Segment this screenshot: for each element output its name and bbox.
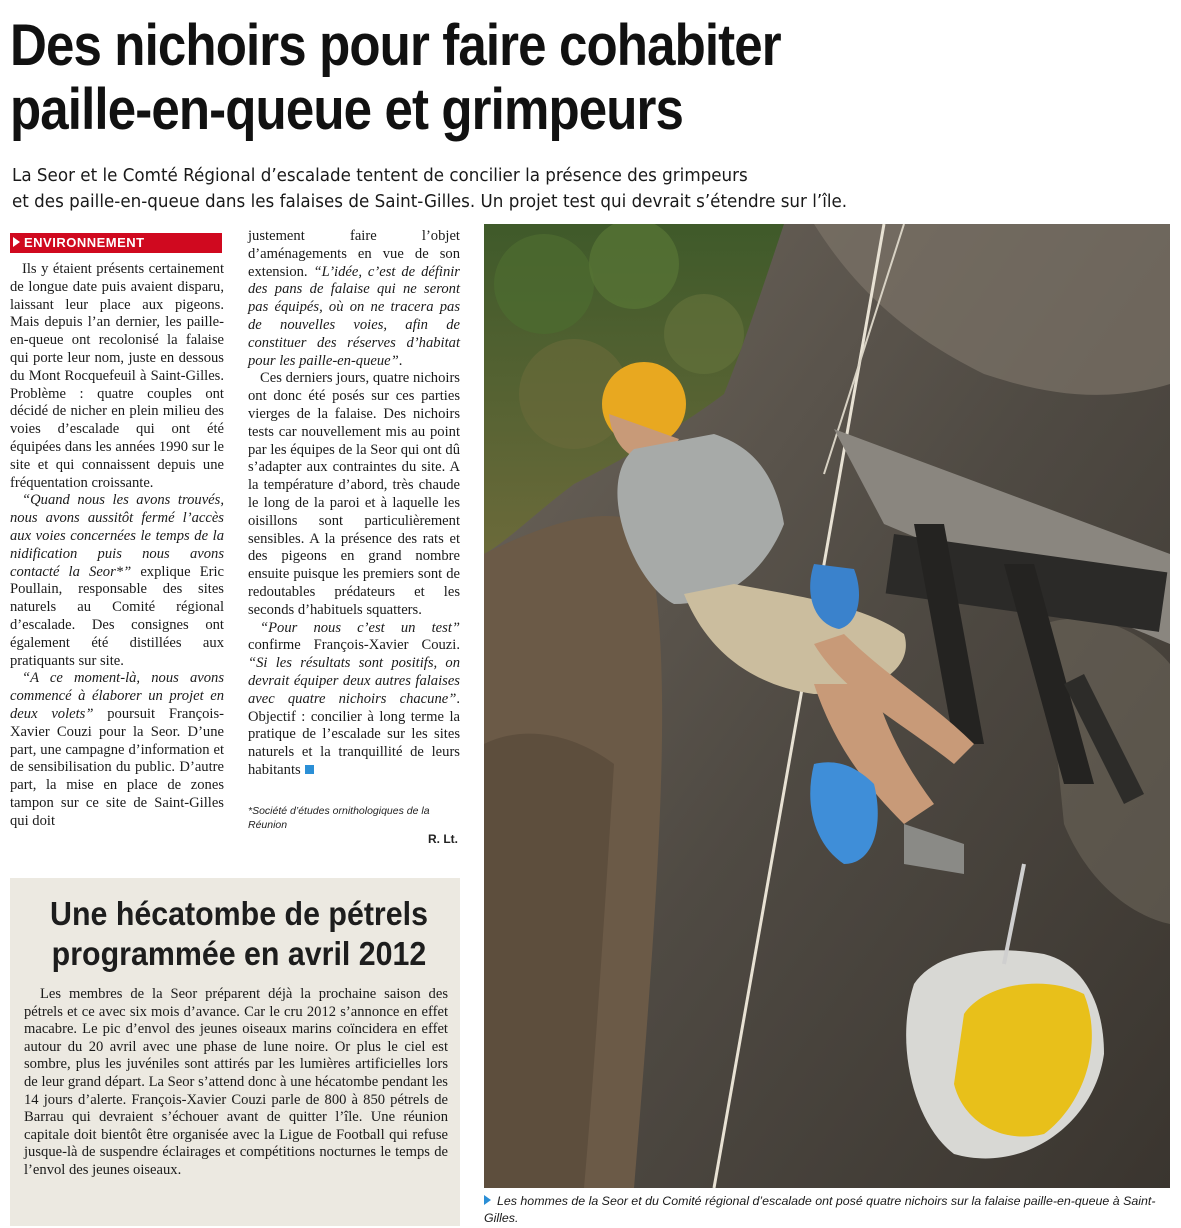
end-of-article-icon [305,765,314,774]
paragraph-text: . Objectif : concilier à long terme la pratique de l’escalade sur les sites naturels et la tranquillité de leurs habitants [248,690,460,778]
quote: “L’idée, c’est de définir des pans de falaise qui ne seront pas équipés, où on ne tracera pas de nouvelles voies, afin de constituer des réserves d’habitat pour les paille-en-queue” [248,263,460,369]
standfirst-line-1: La Seor et le Comté Régional d’escalade tentent de concilier la présence des grimpeurs [12,165,748,186]
article-paragraph [248,228,460,370]
article-paragraph [248,620,460,780]
quote: “Si les résultats sont positifs, on devrait équiper deux autres falaises avec quatre nichoirs chacune” [248,655,460,707]
section-label [10,233,222,253]
triangle-bullet-icon [13,237,20,247]
standfirst [12,163,1091,215]
sidebar-paragraph: Les membres de la Seor préparent déjà la prochaine saison des pétrels et ce avec six mois d’avance. Car le cru 2012 s’annonce en effet macabre. Le pic d’envol des jeunes oiseaux marins coïncidera en effet autour du 20 avril avec une phase de lune noire. Or plus le ciel est sombre, plus les juvéniles sont attirés par les lumières artificielles lors de leur grand départ. La Seor s’attend donc à une hécatombe pendant les 14 jours d’alerte. François-Xavier Couzi parle de 800 à 850 pétrels de Barrau qui devraient s’échouer avant de quitter l’île. Une réunion capitale doit bientôt être organisée avec la Ligue de Football qui refuse jusque-là de suspendre éclairages et compétitions nocturnes le temps de l’envol des jeunes oiseaux. [24,986,448,1178]
photo-caption [484,1193,1174,1227]
paragraph-text: justement faire l’objet d’aménagements en vue de son extension. [248,228,460,280]
climber-photo-illustration [484,224,1170,1188]
section-label-text: ENVIRONNEMENT [24,235,145,250]
article-column-1 [10,261,224,831]
author-signature: R. Lt. [428,832,458,846]
footnote: *Société d’études ornithologiques de la Réunion [248,805,430,831]
article-paragraph: Ils y étaient présents certainement de longue date puis avaient disparu, laissant leur place aux pigeons. Mais depuis l’an dernier, les paille-en-queue ont recolonisé la falaise qui porte leur nom, juste en dessous du Mont Rocquefeuil à Saint-Gilles. Problème : quatre couples ont décidé de nicher en plein milieu des voies d’escalade qui ont été équipées dans les années 1990 sur le site et qui connaissent depuis une fréquentation croissante. [10,261,224,491]
paragraph-text: poursuit François-Xavier Couzi pour la Seor. D’une part, une campagne d’information et de sensibilisation du public. D’autre part, la mise en place de zones tampon sur ce site de Saint-Gilles qui doit [10,705,224,829]
sidebar-title-line-2: programmée en avril 2012 [51,935,427,972]
quote: “A ce moment-là, nous avons commencé à élaborer un projet en deux volets” [10,670,224,722]
article-column-2 [248,228,460,780]
paragraph-text: explique Eric Poullain, responsable des sites naturels au Comité régional d’escalade. Des consignes ont également été distillées aux pratiquants sur site. [10,563,225,669]
triangle-bullet-icon [484,1195,491,1205]
paragraph-text: confirme François-Xavier Couzi. [248,637,460,654]
climber-photo [484,224,1170,1188]
sidebar-body [24,986,448,1180]
quote: “Quand nous les avons trouvés, nous avons aussitôt fermé l’accès aux voies concernées le temps de la nidification puis nous avons contacté la Seor*” [10,492,224,580]
article-paragraph [10,670,224,830]
paragraph-text: . [398,352,403,369]
sidebar-title-line-1: Une hécatombe de pétrels [50,895,428,932]
headline-line-1: Des nichoirs pour faire cohabiter [10,13,781,78]
headline-line-2: paille-en-queue et grimpeurs [10,77,684,142]
headline [10,14,1031,142]
quote: “Pour nous c’est un test” [260,619,460,636]
caption-text: Les hommes de la Seor et du Comité régional d’escalade ont posé quatre nichoirs sur la falaise paille-en-queue à Saint-Gilles. [484,1194,1156,1225]
article-paragraph: Ces derniers jours, quatre nichoirs ont donc été posés sur ces parties vierges de la falaise. Des nichoirs tests car nouvellement mis au point par les équipes de la Seor qui ont dû s’adapter aux contraintes du site. A la température d’abord, très chaude le long de la paroi et à laquelle les oisillons sont particulièrement sensibles. A la présence des rats et des pigeons en grand nombre ensuite puisque les premiers sont de redoutables prédateurs et les seconds d’habituels squatters. [248,370,460,618]
sidebar-title [41,894,437,974]
standfirst-line-2: et des paille-en-queue dans les falaises de Saint-Gilles. Un projet test qui devrait s’étendre sur l’île. [12,191,848,212]
article-paragraph [10,492,224,670]
sidebar-box [10,878,460,1226]
